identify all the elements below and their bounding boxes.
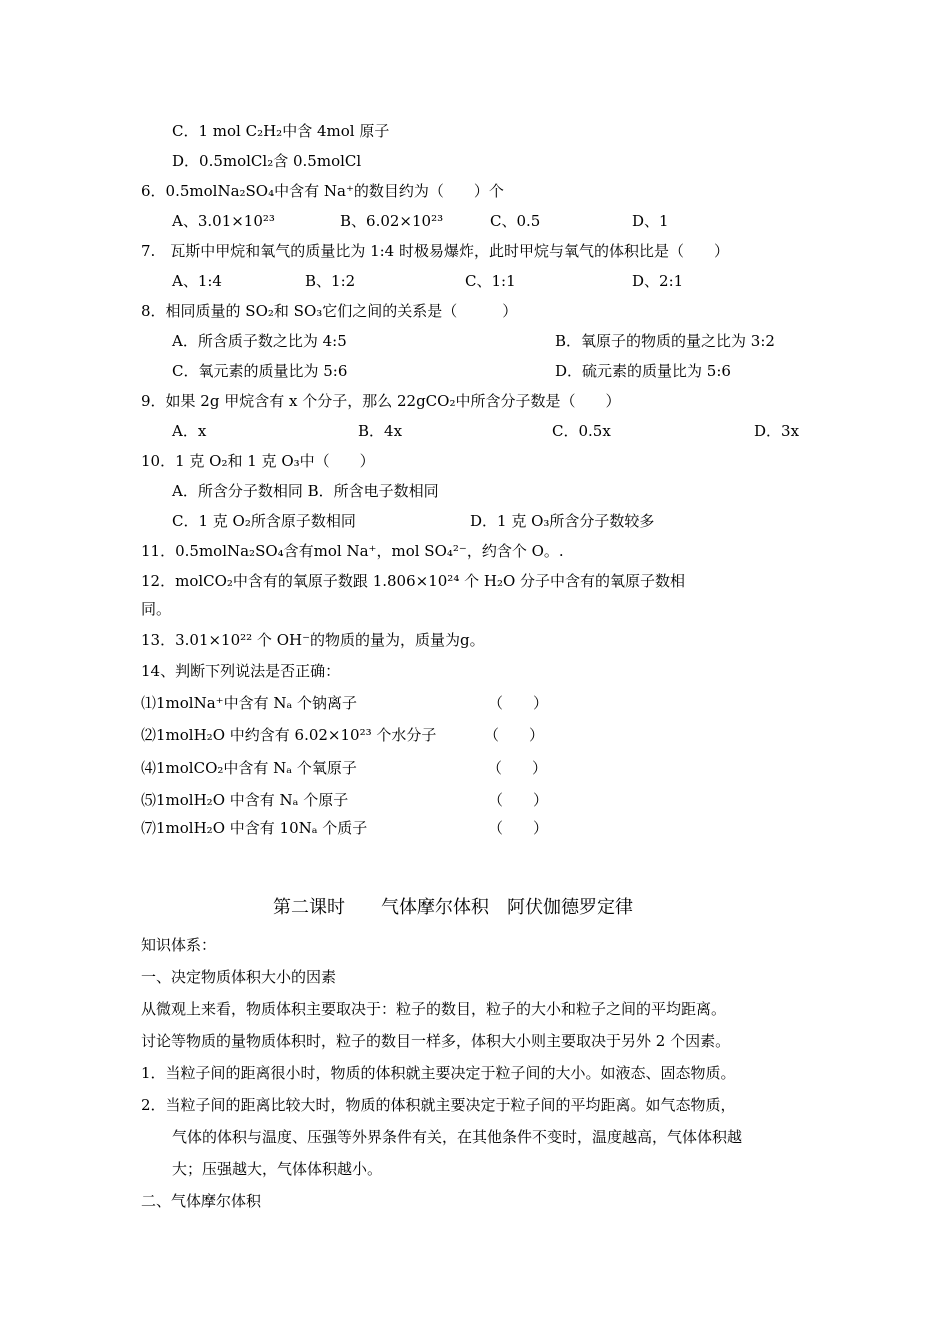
q8-option-c: C．氧元素的质量比为 5:6: [172, 362, 348, 380]
q13-text-a: 13．3.01×10²² 个 OH⁻的物质的量为: [141, 631, 400, 649]
q10-option-d: D．1 克 O₃所含分子数较多: [470, 512, 655, 530]
point-2-cont-1: 气体的体积与温度、压强等外界条件有关，在其他条件不变时，温度越高，气体体积越: [172, 1128, 743, 1146]
q8-option-b: B．氧原子的物质的量之比为 3:2: [555, 332, 775, 350]
q8-option-a: A．所含质子数之比为 4:5: [172, 332, 347, 350]
judge-item-4: ⑸1molH₂O 中含有 Nₐ 个原子: [141, 791, 349, 809]
q6-option-b: B、6.02×10²³: [340, 212, 444, 230]
judge-paren-1[interactable]: （ ）: [488, 694, 549, 712]
question-14: 14、判断下列说法是否正确：: [141, 662, 341, 680]
q12-text-b: molCO₂中含有的氧原子数跟 1.806×10²⁴ 个 H₂O 分子中含有的氧原子数相: [175, 572, 686, 590]
judge-item-1: ⑴1molNa⁺中含有 Nₐ 个钠离子: [141, 694, 358, 712]
question-6: 6．0.5molNa₂SO₄中含有 Na⁺的数目约为（ ）个: [141, 182, 504, 200]
q6-option-c: C、0.5: [490, 212, 541, 230]
judge-paren-4[interactable]: （ ）: [488, 791, 549, 809]
q10-options-ab: A．所含分子数相同 B．所含电子数相同: [172, 482, 439, 500]
option-d-line: D．0.5molCl₂含 0.5molCl: [172, 152, 362, 170]
q9-option-b: B．4x: [358, 422, 403, 440]
q11-text-b: mol Na⁺，: [313, 542, 392, 560]
q7-option-c: C、1:1: [465, 272, 516, 290]
question-13: [141, 630, 485, 650]
judge-item-5: ⑺1molH₂O 中含有 10Nₐ 个质子: [141, 819, 368, 837]
question-8: 8．相同质量的 SO₂和 SO₃它们之间的关系是（ ）: [141, 302, 518, 320]
q9-option-c: C．0.5x: [552, 422, 611, 440]
section-one-heading: 一、决定物质体积大小的因素: [141, 968, 337, 986]
q7-option-a: A、1:4: [172, 272, 222, 290]
question-9: 9．如果 2g 甲烷含有 x 个分子，那么 22gCO₂中所含分子数是（ ）: [141, 392, 621, 410]
question-7: 7. 瓦斯中甲烷和氧气的质量比为 1:4 时极易爆炸，此时甲烷与氧气的体积比是（ ）: [141, 242, 729, 260]
option-c-line: C．1 mol C₂H₂中含 4mol 原子: [172, 122, 390, 140]
question-11: [141, 541, 564, 561]
q7-option-b: B、1:2: [305, 272, 356, 290]
q6-option-a: A、3.01×10²³: [172, 212, 275, 230]
q13-text-b: ，质量为: [400, 631, 461, 649]
question-10: 10．1 克 O₂和 1 克 O₃中（ ）: [141, 452, 375, 470]
q12-continuation: 同。: [141, 600, 172, 618]
q9-option-a: A．x: [172, 422, 207, 440]
q10-option-c: C．1 克 O₂所含原子数相同: [172, 512, 356, 530]
q11-text-c: mol SO₄²⁻，约含: [391, 542, 512, 560]
judge-item-2: ⑵1molH₂O 中约含有 6.02×10²³ 个水分子: [141, 726, 437, 744]
knowledge-heading: 知识体系：: [141, 936, 217, 954]
judge-paren-2[interactable]: （ ）: [484, 726, 545, 744]
point-1: 1．当粒子间的距离很小时，物质的体积就主要决定于粒子间的大小。如液态、固态物质。: [141, 1064, 736, 1082]
q8-option-d: D．硫元素的质量比为 5:6: [555, 362, 731, 380]
q11-text-d: 个 O。.: [511, 542, 564, 560]
paragraph-1: 从微观上来看，物质体积主要取决于：粒子的数目，粒子的大小和粒子之间的平均距离。: [141, 1000, 727, 1018]
q13-text-c: g。: [460, 631, 485, 649]
q11-text-a: 11．0.5molNa₂SO₄含有: [141, 542, 314, 560]
question-12: [141, 571, 685, 591]
section-title: 第二课时 气体摩尔体积 阿伏伽德罗定律: [273, 897, 633, 918]
q6-option-d: D、1: [632, 212, 669, 230]
q12-text-a: 12．: [141, 572, 176, 590]
paragraph-2: 讨论等物质的量物质体积时，粒子的数目一样多，体积大小则主要取决于另外 2 个因素。: [141, 1032, 731, 1050]
judge-paren-5[interactable]: （ ）: [488, 819, 549, 837]
section-two-heading: 二、气体摩尔体积: [141, 1192, 262, 1210]
judge-paren-3[interactable]: （ ）: [487, 759, 548, 777]
point-2: 2．当粒子间的距离比较大时，物质的体积就主要决定于粒子间的平均距离。如气态物质，: [141, 1096, 736, 1114]
judge-item-3: ⑷1molCO₂中含有 Nₐ 个氧原子: [141, 759, 357, 777]
q7-option-d: D、2:1: [632, 272, 684, 290]
point-2-cont-2: 大；压强越大，气体体积越小。: [172, 1160, 383, 1178]
q9-option-d: D．3x: [754, 422, 800, 440]
